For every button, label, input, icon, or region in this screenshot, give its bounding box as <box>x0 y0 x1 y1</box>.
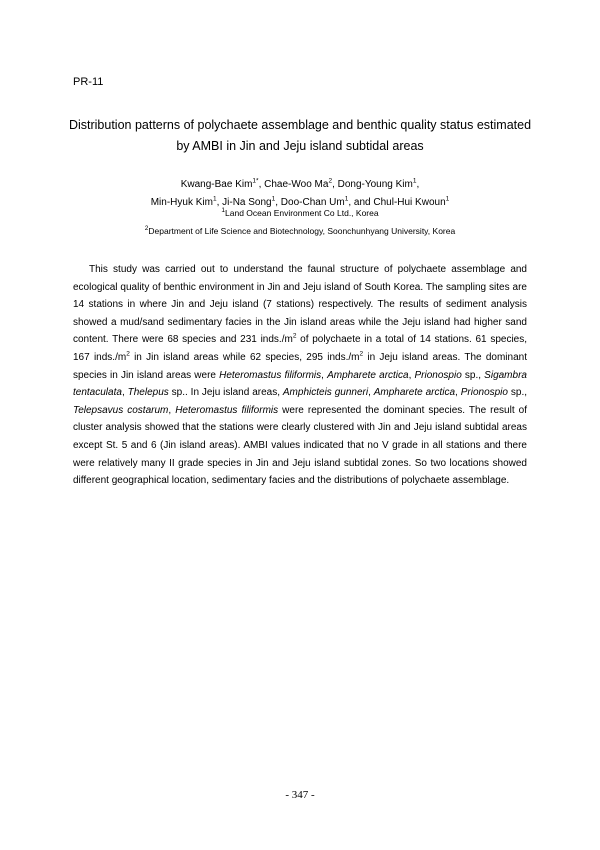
unit-superscript: 2 <box>292 333 297 341</box>
abstract-text: This study was carried out to understand the faunal structure of polychaete assemblage and ecological quality of benthic environment in Jin and Jeju island of South Korea. The sampling sites are 14 stations in where Jin and Jeju island (7 stations) respectively. The results of sediment analysis showed a mud/sand sedimentary facies in the Jin island areas while the Jeju island had higher sand content. There were 68 species and 231 inds./m <box>73 264 527 346</box>
author-separator: , <box>332 179 338 190</box>
species-name: Prionospio <box>460 387 508 399</box>
author-separator: , <box>258 179 265 190</box>
unit-superscript: 2 <box>126 350 130 358</box>
author-superscript: 1 <box>271 195 276 203</box>
affiliation-text: Department of Life Science and Biotechnology, Soonchunhyang University, Korea <box>148 226 456 236</box>
author-name: Ji-Na Song <box>222 197 272 208</box>
species-name: Heteromastus filiformis <box>219 369 322 381</box>
author-name: Min-Hyuk Kim <box>150 197 213 208</box>
species-name: Sigambra tentaculata <box>73 369 527 399</box>
abstract-text: were represented the dominant species. The result of cluster analysis showed that the stations were clearly clustered with Jin and Jeju island subtidal areas except St. 5 and 6 (Jin island areas). AMBI values indicated that no V grade in all stations and there were relatively many II grade species in Jin and Jeju island subtidal zones. So two locations showed different geographical location, sedimentary facies and the distributions of polychaete assemblage. <box>73 404 527 487</box>
author-superscript: 1 <box>445 195 450 203</box>
abstract-text: of polychaete in a total of 14 stations. 61 species, 167 inds./m <box>73 334 528 363</box>
abstract-text: sp., <box>507 387 528 399</box>
author-name: Doo-Chan Um <box>280 197 345 208</box>
author-superscript: 1 <box>344 195 349 203</box>
author-superscript: 2 <box>328 177 333 185</box>
paper-title <box>60 115 540 157</box>
species-name: Prionospio <box>414 369 462 381</box>
species-name: Heteromastus filiformis <box>175 404 279 416</box>
title-line-2: by AMBI in Jin and Jeju island subtidal areas <box>176 139 424 153</box>
author-name: Kwang-Bae Kim <box>180 179 253 190</box>
paper-code: PR-11 <box>73 76 104 88</box>
species-name: Thelepus <box>127 387 169 399</box>
title-line-1: Distribution patterns of polychaete assemblage and benthic quality status estimated <box>68 118 532 132</box>
author-superscript: 1 <box>412 177 417 185</box>
abstract-text: , <box>368 387 374 399</box>
author-name: Dong-Young Kim <box>337 179 413 190</box>
abstract-text: , <box>455 387 461 399</box>
species-name: Ampharete arctica <box>373 387 456 399</box>
abstract-text: sp.. In Jeju island areas, <box>168 387 283 399</box>
author-superscript: 1 <box>212 195 217 203</box>
affiliation-text: Land Ocean Environment Co Ltd., Korea <box>225 208 379 218</box>
affiliation-1 <box>60 208 540 218</box>
author-separator: , <box>216 197 223 208</box>
species-name: Telepsavus costarum <box>73 404 169 416</box>
author-separator: , <box>275 197 281 208</box>
author-separator: , <box>416 179 420 190</box>
page-number: - 347 - <box>285 789 315 801</box>
abstract-paragraph <box>73 261 527 490</box>
author-name: Chul-Hui Kwoun <box>373 197 446 208</box>
author-name: Chae-Woo Ma <box>264 179 329 190</box>
author-line-1 <box>60 176 540 194</box>
abstract-text: , <box>168 404 176 416</box>
abstract-text: , <box>408 369 415 381</box>
abstract-text: , <box>121 387 128 399</box>
species-name: Amphicteis gunneri <box>282 387 369 399</box>
unit-superscript: 2 <box>359 350 364 358</box>
abstract-text: , <box>321 369 328 381</box>
affiliation-superscript: 1 <box>221 207 226 215</box>
abstract-text: in Jeju island areas. The dominant species in Jin island areas were <box>73 351 527 381</box>
affiliation-2 <box>60 226 540 236</box>
species-name: Ampharete arctica <box>327 369 409 381</box>
author-superscript: 1* <box>252 177 259 185</box>
author-separator: , and <box>348 197 374 208</box>
affiliation-superscript: 2 <box>144 225 149 233</box>
abstract-text: in Jin island areas while 62 species, 295 inds./m <box>129 351 360 363</box>
abstract-text: sp., <box>461 369 485 381</box>
